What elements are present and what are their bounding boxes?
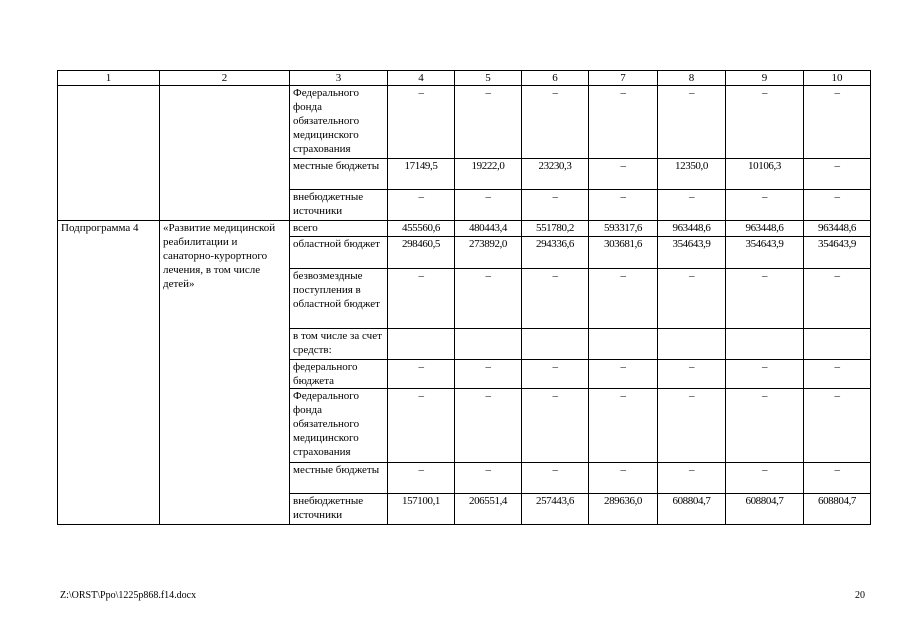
value-cell: 608804,7 xyxy=(726,494,804,525)
value-cell: – xyxy=(658,463,726,494)
value-cell xyxy=(658,329,726,360)
value-cell: – xyxy=(804,360,871,389)
value-cell: 206551,4 xyxy=(455,494,522,525)
value-cell: 303681,6 xyxy=(589,237,658,269)
value-cell xyxy=(589,329,658,360)
value-cell: 354643,9 xyxy=(726,237,804,269)
value-cell xyxy=(726,329,804,360)
funding-source-cell: федерального бюджета xyxy=(290,360,388,389)
value-cell: – xyxy=(388,190,455,221)
header-cell: 3 xyxy=(290,71,388,86)
value-cell: – xyxy=(522,269,589,329)
header-cell: 9 xyxy=(726,71,804,86)
value-cell: 608804,7 xyxy=(658,494,726,525)
value-cell: – xyxy=(726,86,804,159)
file-path: Z:\ORST\Ppo\1225p868.f14.docx xyxy=(60,590,197,601)
subprogram-code-cell: Подпрограмма 4 xyxy=(58,221,160,525)
value-cell: – xyxy=(455,360,522,389)
value-cell: 593317,6 xyxy=(589,221,658,237)
value-cell: – xyxy=(388,389,455,463)
value-cell: 963448,6 xyxy=(658,221,726,237)
value-cell: – xyxy=(522,86,589,159)
value-cell: – xyxy=(804,190,871,221)
value-cell: – xyxy=(658,389,726,463)
value-cell: – xyxy=(726,190,804,221)
value-cell: 608804,7 xyxy=(804,494,871,525)
value-cell: – xyxy=(522,389,589,463)
value-cell: – xyxy=(726,360,804,389)
value-cell: – xyxy=(455,463,522,494)
value-cell: 963448,6 xyxy=(726,221,804,237)
funding-source-cell: областной бюджет xyxy=(290,237,388,269)
value-cell xyxy=(804,329,871,360)
value-cell xyxy=(388,329,455,360)
value-cell: 289636,0 xyxy=(589,494,658,525)
value-cell: – xyxy=(726,269,804,329)
header-cell: 5 xyxy=(455,71,522,86)
value-cell: – xyxy=(388,269,455,329)
value-cell: – xyxy=(455,269,522,329)
value-cell: – xyxy=(388,360,455,389)
value-cell: 354643,9 xyxy=(804,237,871,269)
empty-cell xyxy=(160,86,290,221)
funding-source-cell: всего xyxy=(290,221,388,237)
table-row xyxy=(58,221,871,237)
funding-source-cell: внебюджетные источники xyxy=(290,494,388,525)
value-cell: 10106,3 xyxy=(726,159,804,190)
value-cell: – xyxy=(522,190,589,221)
value-cell: 294336,6 xyxy=(522,237,589,269)
value-cell: – xyxy=(658,360,726,389)
value-cell: – xyxy=(589,269,658,329)
value-cell: – xyxy=(726,389,804,463)
funding-source-cell: в том числе за счет средств: xyxy=(290,329,388,360)
header-cell: 1 xyxy=(58,71,160,86)
header-cell: 6 xyxy=(522,71,589,86)
funding-source-cell: Федерального фонда обязательного медицинского страхования xyxy=(290,86,388,159)
value-cell: 298460,5 xyxy=(388,237,455,269)
value-cell: – xyxy=(589,463,658,494)
value-cell: – xyxy=(804,463,871,494)
header-cell: 4 xyxy=(388,71,455,86)
value-cell: 17149,5 xyxy=(388,159,455,190)
value-cell: – xyxy=(388,463,455,494)
value-cell: – xyxy=(589,159,658,190)
value-cell: 963448,6 xyxy=(804,221,871,237)
value-cell: 455560,6 xyxy=(388,221,455,237)
table-row xyxy=(58,86,871,159)
value-cell: 157100,1 xyxy=(388,494,455,525)
header-cell: 10 xyxy=(804,71,871,86)
budget-table xyxy=(57,70,871,525)
funding-source-cell: местные бюджеты xyxy=(290,159,388,190)
value-cell: – xyxy=(589,86,658,159)
value-cell: 551780,2 xyxy=(522,221,589,237)
value-cell: – xyxy=(804,389,871,463)
value-cell: – xyxy=(522,463,589,494)
value-cell: 12350,0 xyxy=(658,159,726,190)
value-cell: – xyxy=(658,269,726,329)
value-cell: – xyxy=(455,86,522,159)
value-cell: – xyxy=(522,360,589,389)
page-number: 20 xyxy=(855,590,865,601)
value-cell: – xyxy=(726,463,804,494)
value-cell: 480443,4 xyxy=(455,221,522,237)
value-cell: – xyxy=(455,190,522,221)
empty-cell xyxy=(58,86,160,221)
value-cell: 19222,0 xyxy=(455,159,522,190)
value-cell: – xyxy=(589,389,658,463)
value-cell: 23230,3 xyxy=(522,159,589,190)
value-cell: 354643,9 xyxy=(658,237,726,269)
value-cell: – xyxy=(455,389,522,463)
subprogram-name-cell: «Развитие медицинской реабилитации и санаторно-курортного лечения, в том числе детей» xyxy=(160,221,290,525)
funding-source-cell: местные бюджеты xyxy=(290,463,388,494)
header-cell: 2 xyxy=(160,71,290,86)
value-cell: – xyxy=(658,86,726,159)
value-cell: – xyxy=(388,86,455,159)
funding-source-cell: Федерального фонда обязательного медицинского страхования xyxy=(290,389,388,463)
table-header-row xyxy=(58,71,871,86)
value-cell: – xyxy=(804,159,871,190)
header-cell: 8 xyxy=(658,71,726,86)
value-cell: – xyxy=(589,360,658,389)
value-cell: – xyxy=(589,190,658,221)
value-cell: – xyxy=(658,190,726,221)
header-cell: 7 xyxy=(589,71,658,86)
funding-source-cell: внебюджетные источники xyxy=(290,190,388,221)
value-cell: 273892,0 xyxy=(455,237,522,269)
value-cell xyxy=(455,329,522,360)
value-cell: 257443,6 xyxy=(522,494,589,525)
value-cell: – xyxy=(804,269,871,329)
funding-source-cell: безвозмездные поступления в областной бюджет xyxy=(290,269,388,329)
value-cell xyxy=(522,329,589,360)
value-cell: – xyxy=(804,86,871,159)
